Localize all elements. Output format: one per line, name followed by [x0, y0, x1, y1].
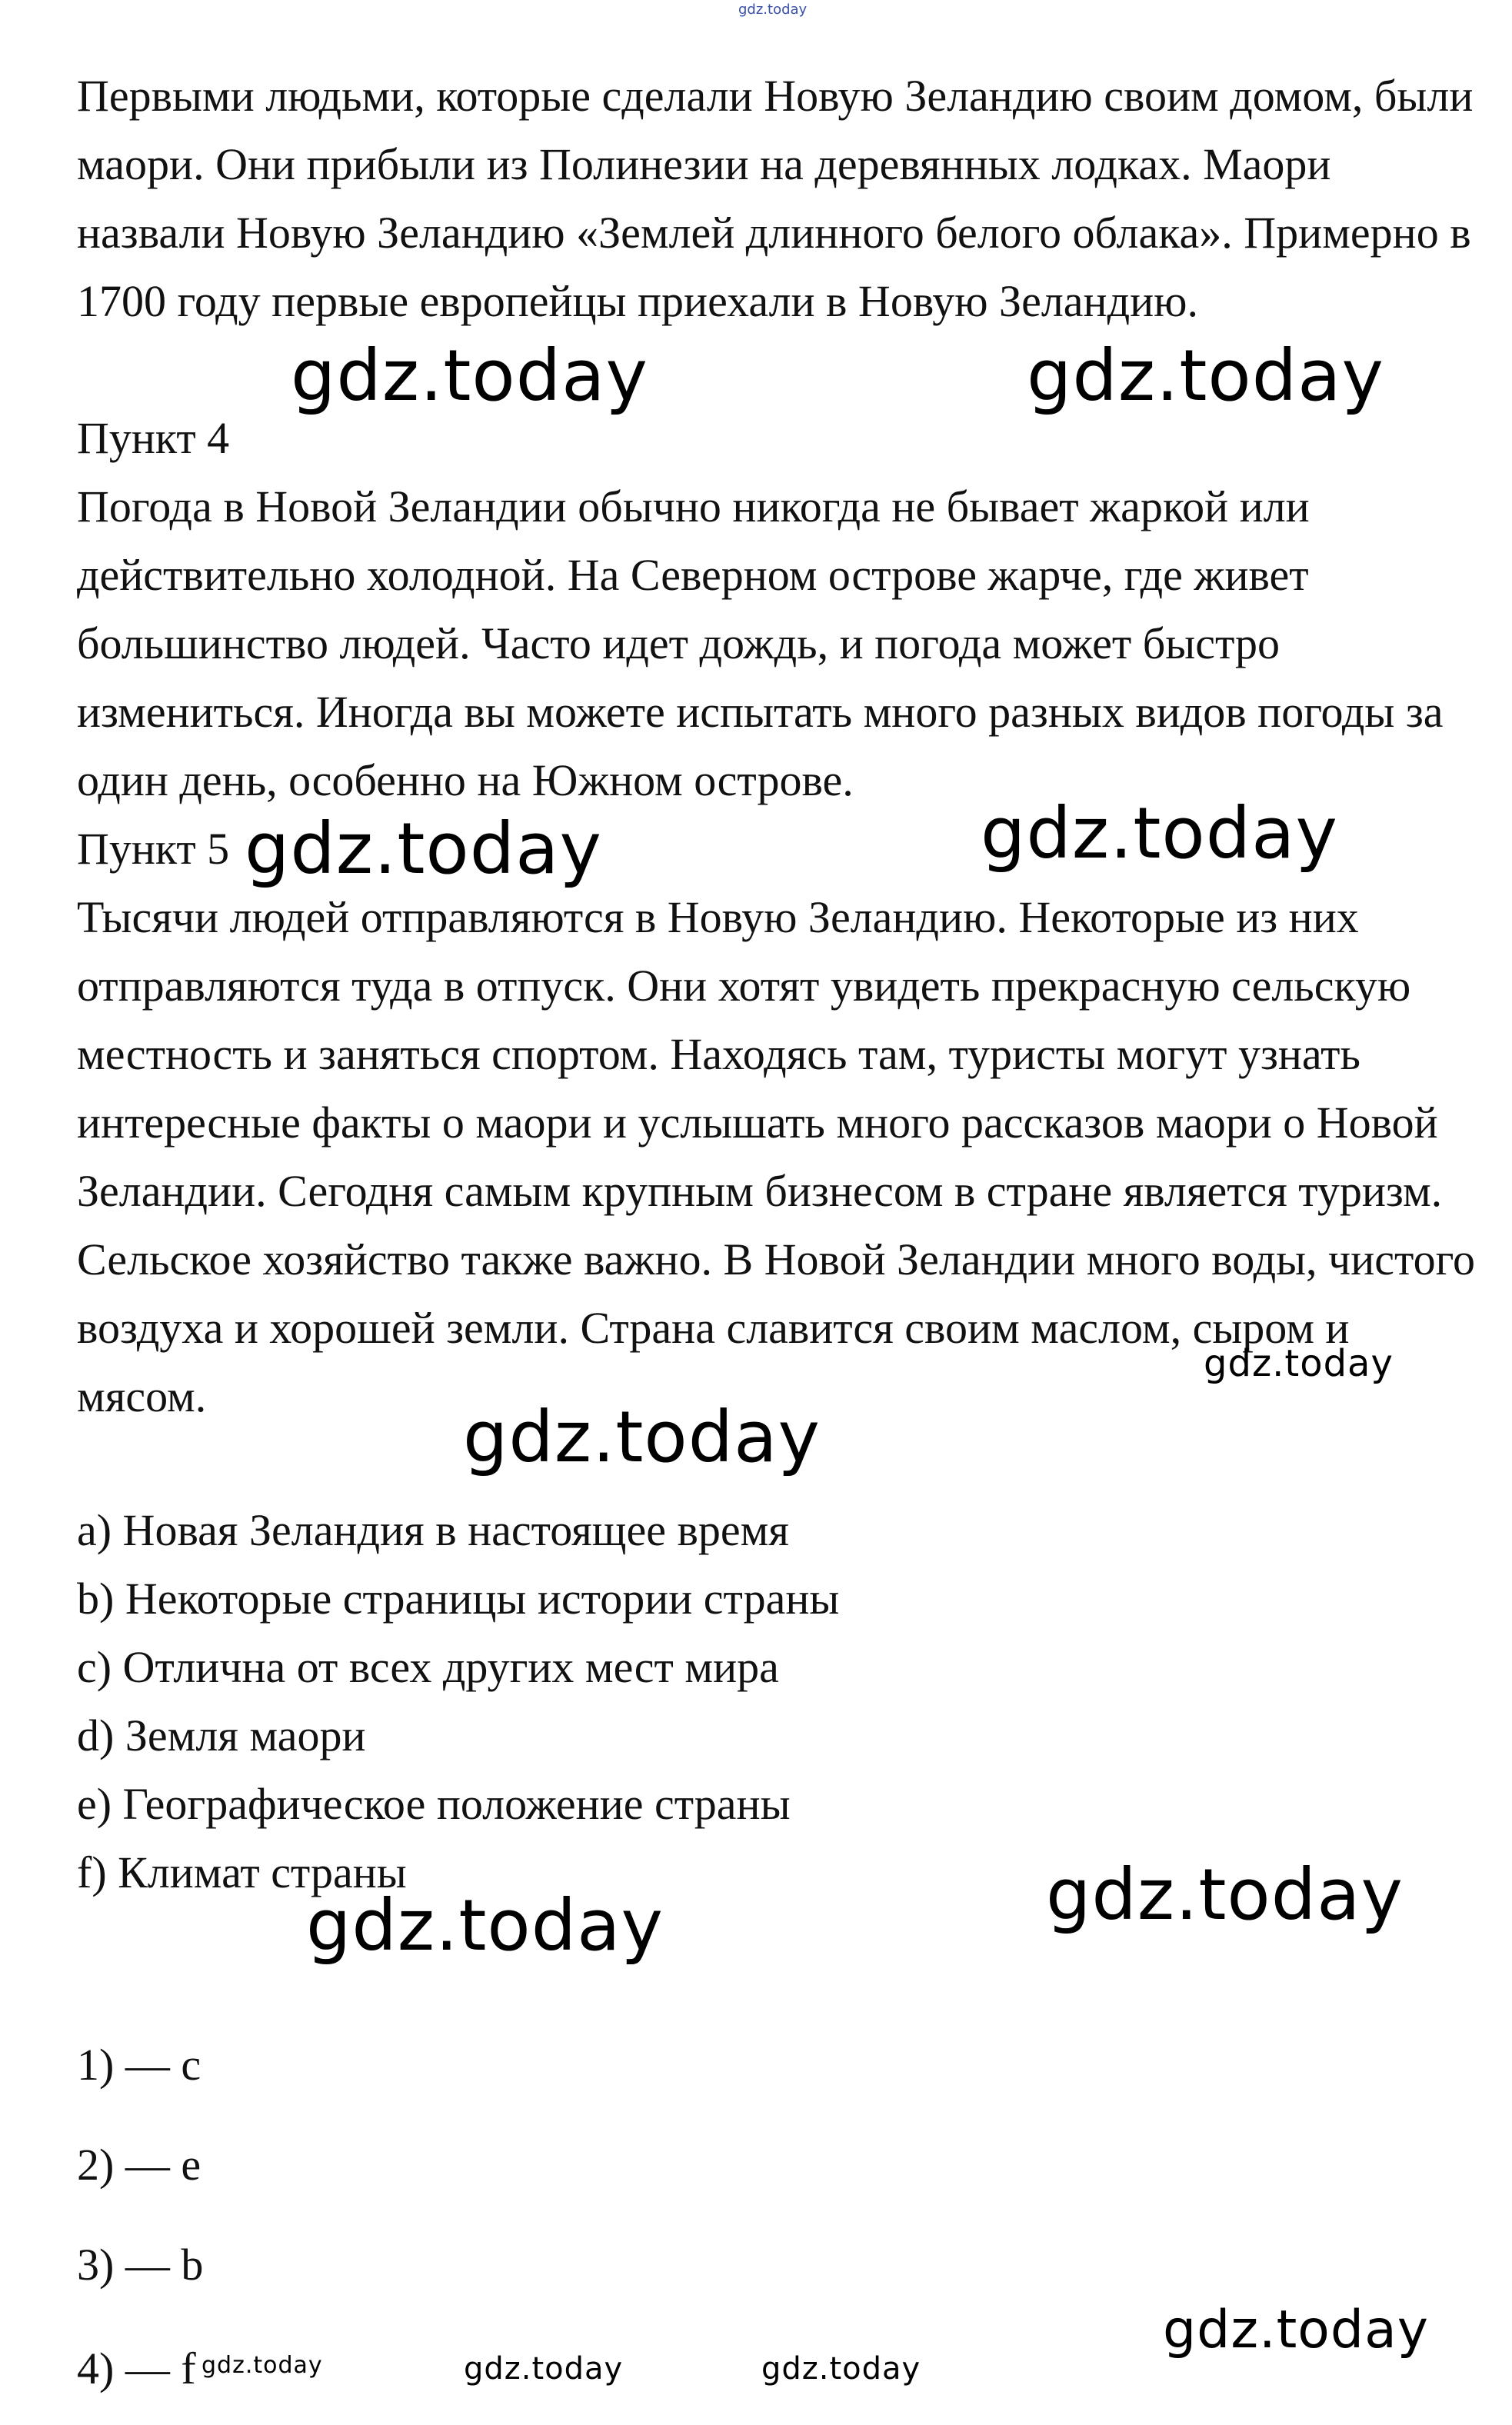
answer-2: 2) — e — [77, 2140, 201, 2190]
watermark: gdz.today — [1027, 335, 1384, 417]
watermark: gdz.today — [306, 1884, 664, 1967]
answer-4: 4) — f — [77, 2343, 196, 2393]
watermark-top: gdz.today — [738, 2, 808, 18]
watermark: gdz.today — [1163, 2300, 1429, 2360]
option-f: f) Климат страны — [77, 1847, 407, 1897]
watermark: gdz.today — [981, 792, 1338, 874]
answer-1: 1) — c — [77, 2040, 201, 2090]
paragraph-3: Первыми людьми, которые сделали Новую Зеландию своим домом, были маори. Они прибыли из Полинезии на деревянных лодках. Маори назвали Новую Зеландию «Землей длинного белого облака». Примерно в 1700 году первые европейцы приехали в Новую Зеландию. — [77, 71, 1474, 326]
watermark: gdz.today — [1046, 1854, 1404, 1936]
watermark: gdz.today — [761, 2351, 921, 2387]
watermark: gdz.today — [464, 2351, 624, 2387]
watermark: gdz.today — [291, 335, 648, 417]
option-a: a) Новая Зеландия в настоящее время — [77, 1505, 789, 1555]
option-c: c) Отлична от всех других мест мира — [77, 1642, 779, 1692]
paragraph-5: Тысячи людей отправляются в Новую Зеландию. Некоторые из них отправляются туда в отпуск. Они хотят увидеть прекрасную сельскую местность и заняться спортом. Находясь там, туристы могут узнать интересные факты о маори и услышать много рассказов маори о Новой Зеландии. Сегодня самым крупным бизнесом в стране является туризм. Сельское хозяйство также важно. В Новой Зеландии много воды, чистого воздуха и хорошей земли. Страна славится своим маслом, сыром и мясом. — [77, 892, 1475, 1421]
watermark: gdz.today — [463, 1396, 821, 1478]
paragraph-4: Погода в Новой Зеландии обычно никогда не бывает жаркой или действительно холодной. На Северном острове жарче, где живет большинство людей. Часто идет дождь, и погода может быстро измениться. Иногда вы можете испытать много разных видов погоды за один день, особенно на Южном острове. — [77, 481, 1444, 805]
watermark: gdz.today — [1204, 1342, 1394, 1385]
heading-point-4: Пункт 4 — [77, 413, 230, 463]
answer-3: 3) — b — [77, 2240, 204, 2290]
watermark: gdz.today — [201, 2352, 323, 2379]
option-b: b) Некоторые страницы истории страны — [77, 1574, 840, 1624]
option-e: e) Географическое положение страны — [77, 1779, 791, 1829]
watermark: gdz.today — [245, 808, 602, 890]
option-d: d) Земля маори — [77, 1710, 366, 1760]
heading-point-5: Пункт 5 — [77, 824, 230, 874]
